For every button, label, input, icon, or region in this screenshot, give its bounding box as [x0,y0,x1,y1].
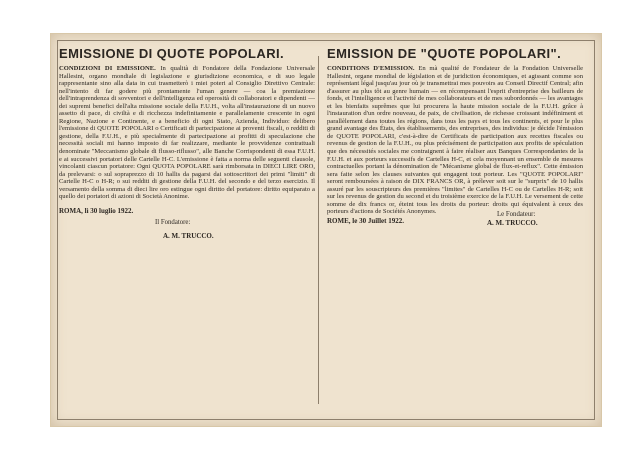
italian-body [59,65,315,201]
italian-signature-label: Il Fondatore: [155,218,191,226]
italian-date: ROMA, lì 30 luglio 1922. [59,206,134,215]
certificate-paper [50,33,602,427]
italian-title: EMISSIONE DI QUOTE POPOLARI. [59,46,285,61]
french-date: ROME, le 30 Juillet 1922. [327,216,404,225]
french-column [327,46,583,227]
italian-signature-name: A. M. TRUCCO. [163,231,214,240]
french-signature-name: A. M. TRUCCO. [487,218,538,227]
french-heading: CONDITIONS D'EMISSION. [327,65,415,72]
italian-column [59,46,315,240]
french-body [327,65,583,216]
french-text: En mà qualité de Fondateur de la Fondation Universelle Hallesint, organe mondial de législation et de juridiction économiques, et agissant comme son représentant légal jusqu'au jour où je transmettrai mes pouvoirs au Conseil Directif Central; afin d'assurer au plus tôt au genre humain — en récompensant l'esprit d'entreprise des bailleurs de fonds, et l'intelligence et l'activité de mes collaborateurs et de mes subordonnés — les avantages et les bienfaits suprêmes que lui procurera la haute mission sociale de la F.U.H. grâce à l'instauration d'un ordre nouveau, de paix, de civilisation, de richesse croissant indéfiniment et parallèlement dans toutes les régions, dans tous les pays et tous les continents, et pour le plus grand avantage des États, des établissements, des entreprises, des individus: je décide l'émission de QUOTE POPOLARI, c'est-à-dire de Certificats de participation aux recettes fiscales ou revenus de gestion de la F.U.H., ou plus précisément de participation aux profits de spéculation que des nécessités sociales me contraignent à faire réaliser aux Banques Correspondantes de la F.U.H. et aux porteurs successifs de Cartelles H-C, et cela moyennant un ensemble de mesures contractuelles portant la dénomination de "Mécanisme global de flux-et-reflux". Cette émission sera faite selon les clauses suivantes qui engagent tout porteur. Les "QUOTE POPOLARI" seront remboursées à raison de DIX FRANCS OR, à prélever soit sur le "surprix" de 10 hallis assuré par les souscripteurs des premières "limites" de Cartelles H-C ou de Cartelles H-R; soit sur les revenus de gestion du second et du troisième exercice de la F.U.H. Le versement de cette somme de dix francs or, éteint tous les droits du porteur: droits qui équivalent à ceux des porteurs d'actions de Sociétés Anonymes. [327,65,583,216]
italian-heading: CONDIZIONI DI EMISSIONE. [59,65,156,72]
column-divider [318,56,319,404]
french-title: EMISSION DE "QUOTE POPOLARI". [327,46,562,61]
french-signature-label: Le Fondateur: [497,210,536,218]
italian-text: In qualità di Fondatore della Fondazione Universale Hallesint, organo mondiale di legislazione e giurisdizione economica, e di suo legale rappresentante sino alla data in cui trasmetterò i miei poteri al Consiglio Direttivo Centrale: nell'intento di far godere più prontamente l'uman genere — coa la premiazione dell'intraprendenza di sovventori e dell'intelligenza ed operosità di collaboratori e dipendenti — dei supremi benefici dell'alta missione sociale della F.U.H., volta all'instaurazione di un nuovo assetto di pace, di civiltà e di ricchezza indefinitamente e parallelamente crescente in ogni Regione, Nazione e Continente, e a beneficio di ogni Stato, Azienda, Individuo: delibero l'emissione di QUOTE POPOLARI o Certificati di partecipazione ai proventi fiscali, o redditi di gestione, della F.U.H., e più specialmente di partecipazione ai profitti di speculazione che necessità sociali mi hanno imposto di far realizzare, mediante le provvidenze contrattuali denominate "Meccanismo globale di flusso-riflusso", alle Banche Corrispondenti di essa F.U.H. e ai successivi portatori delle Cartelle H-C. L'emissione è fatta a norma delle seguenti clausole, vincolanti ciascun portatore: Ogni QUOTA POPOLARE sarà rimborsata in DIECI LIRE ORO, da prelevarsi: o sul sopraprezzo di 10 hallis da pagarsi dai sottoscrittori dei primi "limiti" di Cartelle H-C o H-R; o sui redditi di gestione della F.U.H. del secondo e del terzo esercizio. Il versamento della somma di dieci lire oro estingue ogni diritto del portatore: diritto equiparato a quello dei portatori di azioni di Società Anonime. [59,65,315,201]
